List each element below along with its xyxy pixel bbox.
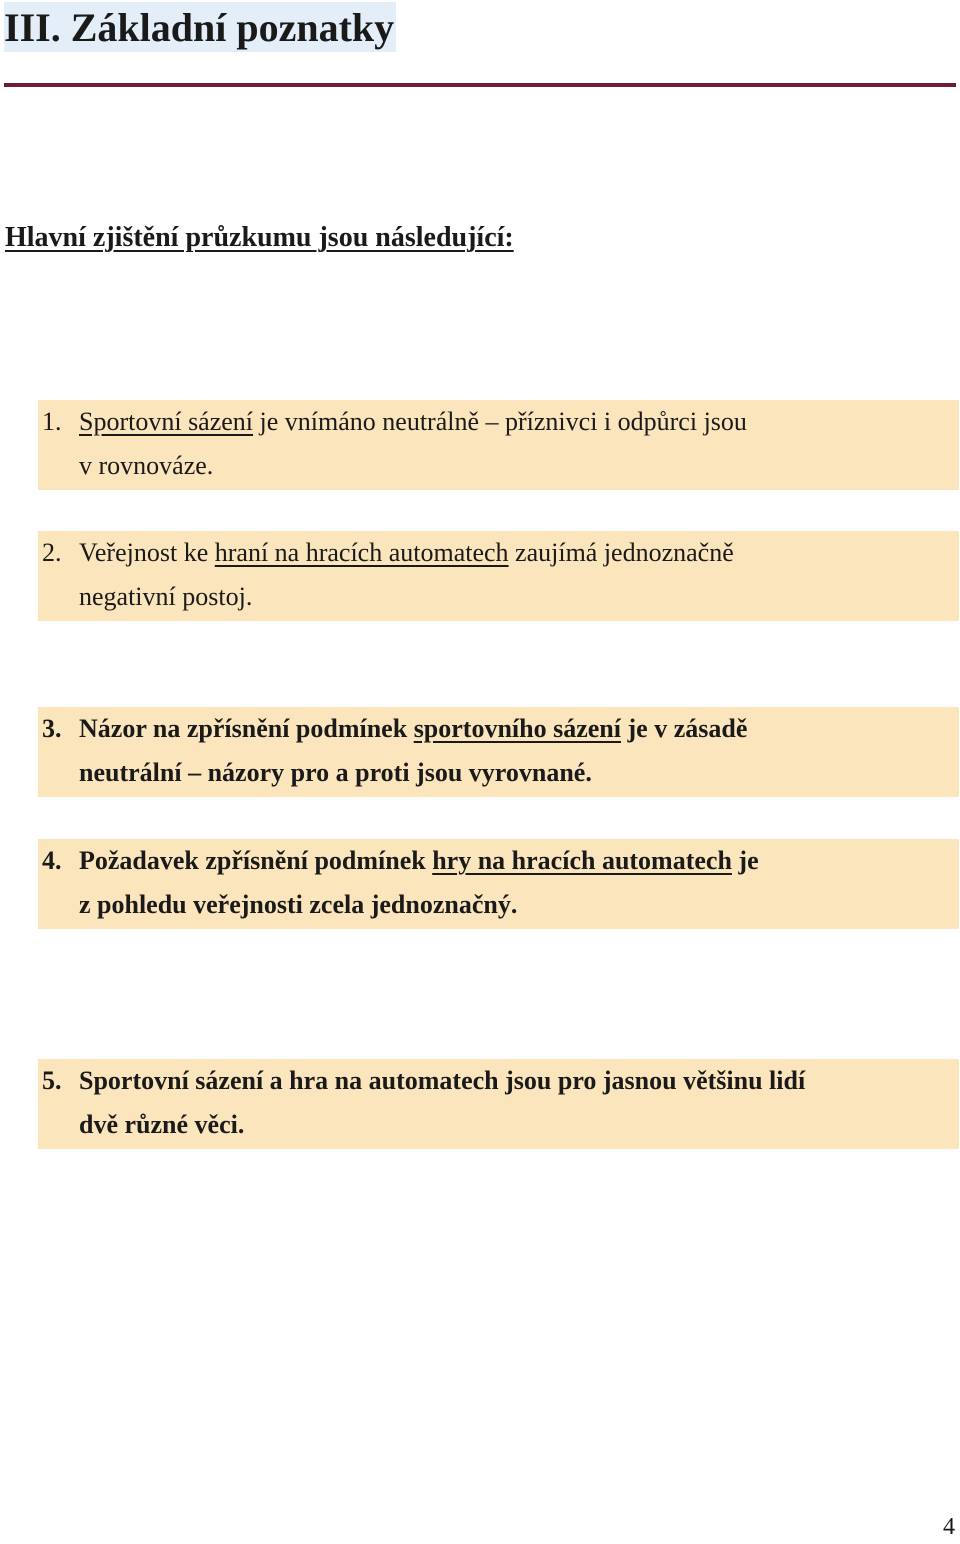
finding-number: 3. bbox=[42, 714, 62, 743]
finding-text: je vnímáno neutrálně – příznivci i odpůrci jsou bbox=[253, 407, 747, 436]
page-title: III. Základní poznatky bbox=[4, 5, 395, 50]
page-number: 4 bbox=[943, 1514, 955, 1540]
finding-4 bbox=[38, 839, 959, 929]
finding-line-2: negativní postoj. bbox=[79, 582, 253, 611]
finding-line-2: z pohledu veřejnosti zcela jednoznačný. bbox=[79, 890, 518, 919]
finding-line-1 bbox=[42, 1059, 949, 1103]
finding-line-1 bbox=[42, 531, 949, 575]
finding-number: 5. bbox=[42, 1066, 62, 1095]
finding-underlined-term: sportovního sázení bbox=[413, 714, 621, 743]
finding-line-1 bbox=[42, 400, 949, 444]
section-subtitle: Hlavní zjištění průzkumu jsou následující: bbox=[5, 222, 514, 253]
finding-underlined-term: hraní na hracích automatech bbox=[214, 538, 509, 567]
title-highlight bbox=[4, 2, 396, 52]
finding-text: Požadavek zpřísnění podmínek bbox=[79, 846, 433, 875]
finding-line-2: neutrální – názory pro a proti jsou vyrovnané. bbox=[79, 758, 592, 787]
finding-line-2: dvě různé věci. bbox=[79, 1110, 245, 1139]
finding-underlined-term: Sportovní sázení bbox=[79, 407, 254, 436]
finding-text: zaujímá jednoznačně bbox=[508, 538, 734, 567]
finding-text: Sportovní sázení a hra na automatech jsou pro jasnou většinu lidí bbox=[79, 1066, 806, 1095]
finding-number: 4. bbox=[42, 846, 62, 875]
title-divider bbox=[4, 83, 956, 87]
finding-text: Veřejnost ke bbox=[79, 538, 215, 567]
finding-underlined-term: hry na hracích automatech bbox=[432, 846, 732, 875]
finding-1 bbox=[38, 400, 959, 490]
finding-number: 2. bbox=[42, 538, 62, 567]
finding-3 bbox=[38, 707, 959, 797]
finding-text: je bbox=[731, 846, 759, 875]
finding-line-1 bbox=[42, 839, 949, 883]
finding-5 bbox=[38, 1059, 959, 1149]
finding-line-1 bbox=[42, 707, 949, 751]
finding-number: 1. bbox=[42, 407, 62, 436]
finding-2 bbox=[38, 531, 959, 621]
finding-text: Názor na zpřísnění podmínek bbox=[79, 714, 414, 743]
finding-line-2: v rovnováze. bbox=[79, 451, 214, 480]
finding-text: je v zásadě bbox=[621, 714, 748, 743]
